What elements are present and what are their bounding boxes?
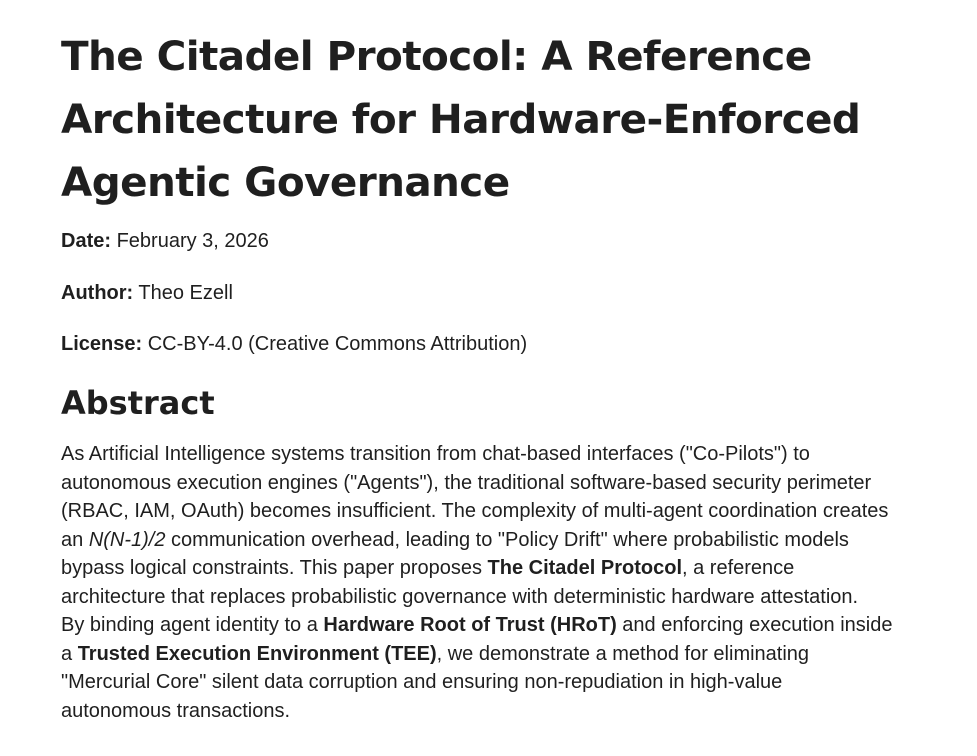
author-value: Theo Ezell	[138, 282, 233, 304]
text: , we demonstrate a method for eliminating	[436, 642, 810, 665]
protocol-name-emphasis: The Citadel Protocol	[487, 557, 682, 579]
text: and enforcing execution inside	[616, 614, 893, 636]
abstract-line	[61, 640, 961, 669]
abstract-heading: Abstract	[61, 384, 215, 422]
title-line-1: The Citadel Protocol: A Reference	[61, 32, 812, 80]
text: an	[61, 528, 89, 551]
author-label: Author:	[61, 282, 134, 304]
abstract-line: "Mercurial Core" silent data corruption and ensuring non-repudiation in high-value	[61, 671, 783, 693]
abstract-line: (RBAC, IAM, OAuth) becomes insufficient. The complexity of multi-agent coordination creates	[61, 500, 889, 522]
metadata-author	[61, 279, 233, 307]
date-value: February 3, 2026	[116, 230, 269, 252]
abstract-line: As Artificial Intelligence systems transition from chat-based interfaces ("Co-Pilots") to	[61, 443, 810, 465]
text: communication overhead, leading to "Policy Drift" where probabilistic models	[165, 528, 849, 551]
date-label: Date:	[61, 230, 112, 252]
document-title	[61, 25, 961, 214]
abstract-paragraph	[61, 440, 961, 725]
abstract-line	[61, 554, 961, 583]
text: a	[61, 642, 78, 665]
text: By binding agent identity to a	[61, 614, 324, 636]
title-line-2: Architecture for Hardware-Enforced	[61, 95, 861, 143]
title-line-3: Agentic Governance	[61, 158, 510, 206]
metadata-date	[61, 227, 269, 255]
text: bypass logical constraints. This paper proposes	[61, 557, 488, 579]
tee-emphasis: Trusted Execution Environment (TEE)	[77, 642, 437, 665]
license-label: License:	[61, 333, 143, 355]
abstract-line	[61, 611, 961, 640]
license-value: CC-BY-4.0 (Creative Commons Attribution)	[147, 333, 528, 355]
metadata-license	[61, 330, 527, 358]
abstract-line: autonomous transactions.	[61, 699, 291, 722]
hrot-emphasis: Hardware Root of Trust (HRoT)	[323, 614, 617, 636]
text: , a reference	[682, 557, 795, 579]
abstract-line: autonomous execution engines ("Agents"), the traditional software-based security perimeter	[61, 471, 872, 494]
formula-emphasis: N(N-1)/2	[88, 528, 166, 551]
abstract-line	[61, 526, 961, 555]
abstract-line: architecture that replaces probabilistic governance with deterministic hardware attestation.	[61, 585, 859, 608]
